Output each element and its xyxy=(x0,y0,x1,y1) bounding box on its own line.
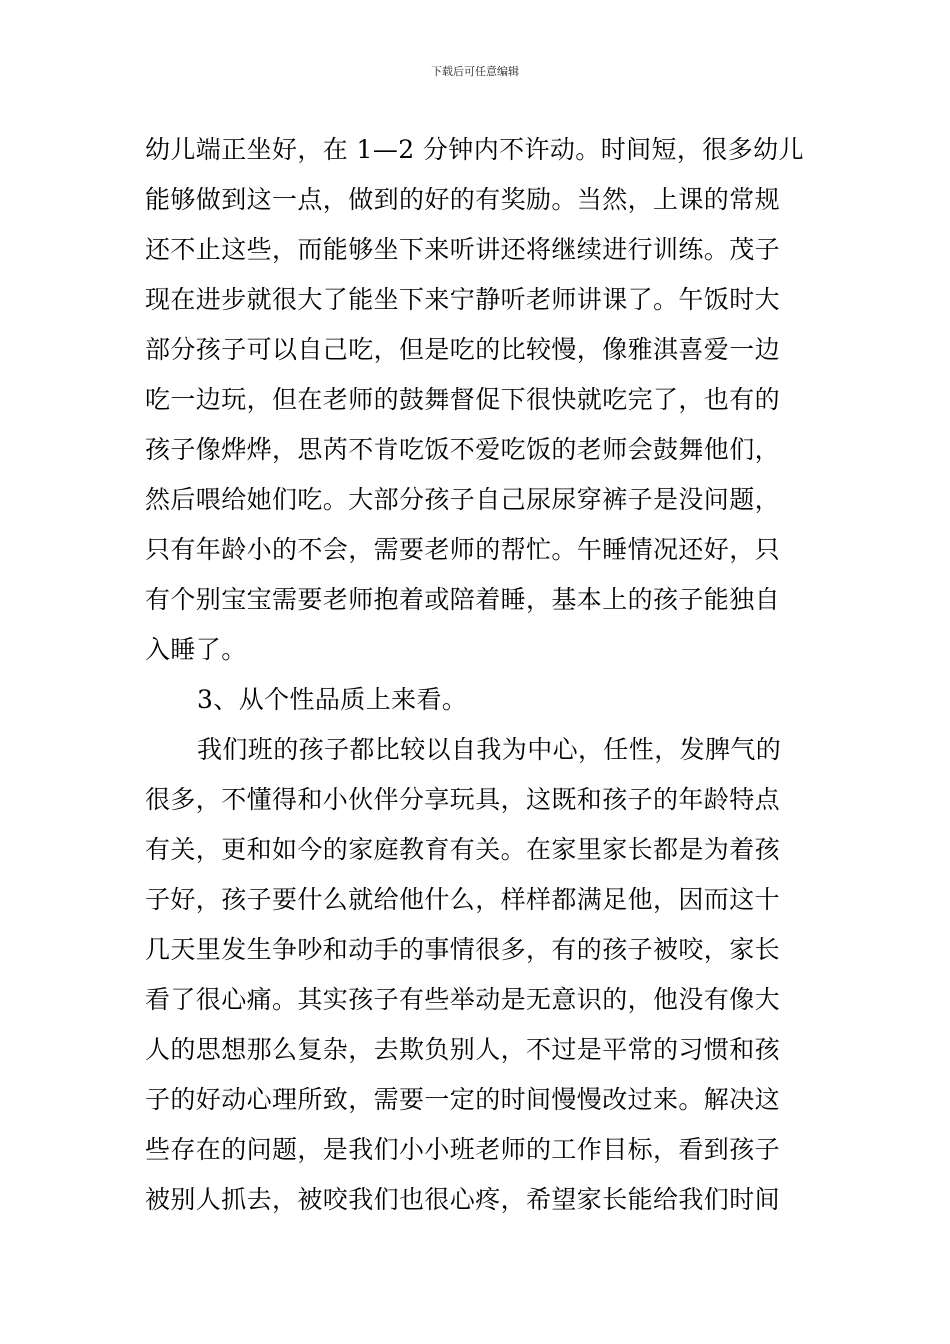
section-heading: 3、从个性品质上来看。 xyxy=(197,685,468,714)
text-line: 有关，更和如今的家庭教育有关。在家里家长都是为着孩 xyxy=(145,835,781,864)
text-line: 还不止这些，而能够坐下来听讲还将继续进行训练。茂子 xyxy=(145,235,781,264)
text-line: 被别人抓去，被咬我们也很心疼，希望家长能给我们时间 xyxy=(145,1185,781,1214)
text-line: 然后喂给她们吃。大部分孩子自己尿尿穿裤子是没问题， xyxy=(145,485,781,514)
text-line: 现在进步就很大了能坐下来宁静听老师讲课了。午饭时大 xyxy=(145,285,781,314)
text-line: 幼儿端正坐好，在 1—2 分钟内不许动。时间短，很多幼儿 xyxy=(145,135,804,164)
text-line: 子好，孩子要什么就给他什么，样样都满足他，因而这十 xyxy=(145,885,781,914)
text-line: 入睡了。 xyxy=(145,635,247,664)
text-line: 几天里发生争吵和动手的事情很多，有的孩子被咬，家长 xyxy=(145,935,781,964)
text-line: 子的好动心理所致，需要一定的时间慢慢改过来。解决这 xyxy=(145,1085,781,1114)
text-line: 看了很心痛。其实孩子有些举动是无意识的，他没有像大 xyxy=(145,985,781,1014)
header-note: 下载后可任意编辑 xyxy=(431,65,519,78)
text-line: 部分孩子可以自己吃，但是吃的比较慢，像雅淇喜爱一边 xyxy=(145,335,781,364)
paragraph-start-line: 我们班的孩子都比较以自我为中心，任性，发脾气的 xyxy=(197,735,782,764)
text-line: 孩子像烨烨，思芮不肯吃饭不爱吃饭的老师会鼓舞他们， xyxy=(145,435,781,464)
text-line: 有个别宝宝需要老师抱着或陪着睡，基本上的孩子能独自 xyxy=(145,585,781,614)
text-line: 些存在的问题，是我们小小班老师的工作目标，看到孩子 xyxy=(145,1135,781,1164)
text-line: 只有年龄小的不会，需要老师的帮忙。午睡情况还好，只 xyxy=(145,535,781,564)
text-line: 吃一边玩，但在老师的鼓舞督促下很快就吃完了，也有的 xyxy=(145,385,781,414)
text-line: 人的思想那么复杂，去欺负别人，不过是平常的习惯和孩 xyxy=(145,1035,781,1064)
text-line: 很多，不懂得和小伙伴分享玩具，这既和孩子的年龄特点 xyxy=(145,785,781,814)
text-line: 能够做到这一点，做到的好的有奖励。当然，上课的常规 xyxy=(145,185,781,214)
body-text xyxy=(145,125,810,1225)
